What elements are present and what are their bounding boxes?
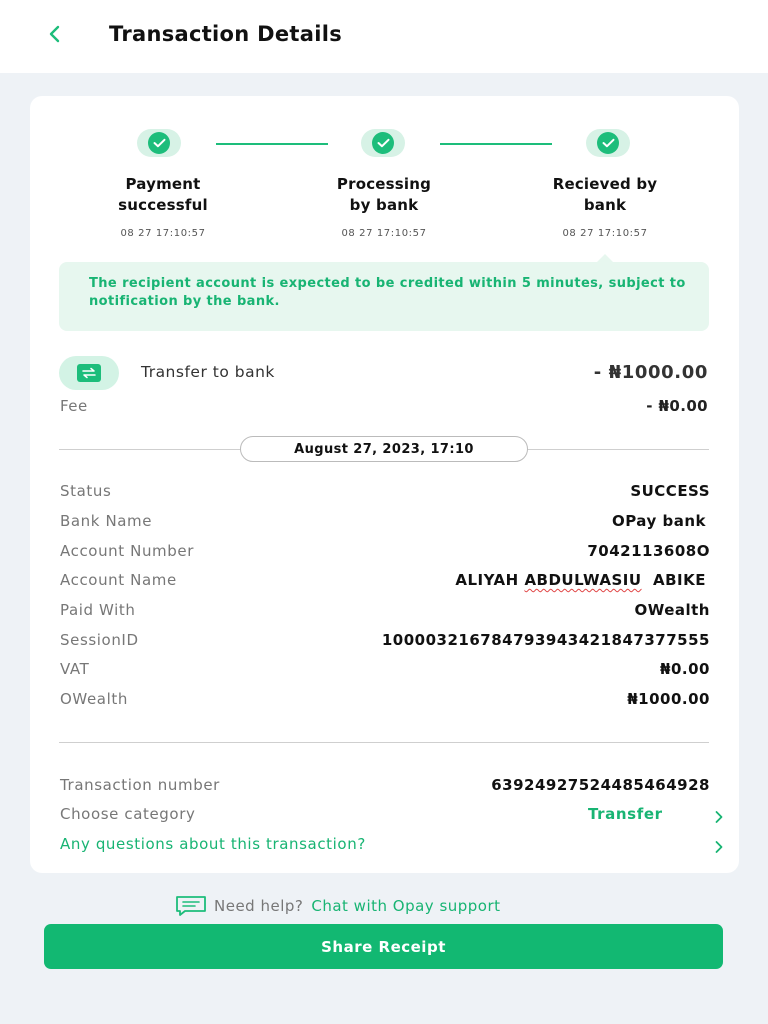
detail-value: ALIYAH ABDULWASIU ABIKE xyxy=(455,571,706,589)
category-value[interactable]: Transfer xyxy=(588,805,663,823)
detail-row-bank-name xyxy=(60,512,710,536)
transaction-number-value: 63924927524485464928 xyxy=(491,776,710,794)
detail-value: ₦1000.00 xyxy=(627,690,710,708)
questions-link[interactable]: Any questions about this transaction? xyxy=(60,835,366,853)
detail-label: SessionID xyxy=(60,631,139,649)
detail-row-account-name xyxy=(60,571,710,595)
detail-row-paid-with xyxy=(60,601,710,625)
help-text: Need help? xyxy=(214,897,304,915)
transfer-arrows-icon xyxy=(59,356,119,390)
transaction-number-row xyxy=(60,776,710,800)
step-connector xyxy=(440,143,552,145)
questions-row[interactable] xyxy=(60,835,710,859)
detail-row-status xyxy=(60,482,710,506)
step-processing-label: Processing by bank xyxy=(336,175,432,214)
notice-text: The recipient account is expected to be credited within 5 minutes, subject to notification by the bank. xyxy=(89,276,686,309)
check-icon xyxy=(377,138,390,148)
step-processing-time: 08 27 17:10:57 xyxy=(341,228,427,239)
category-label: Choose category xyxy=(60,805,196,823)
detail-value: OPay bank xyxy=(611,512,706,530)
detail-value: 7042113608O xyxy=(587,542,710,560)
detail-label: Status xyxy=(60,482,112,500)
divider xyxy=(59,742,709,743)
detail-label: VAT xyxy=(60,660,90,678)
chevron-left-icon xyxy=(47,24,63,48)
detail-row-account-number xyxy=(60,542,710,566)
share-receipt-button[interactable]: Share Receipt xyxy=(44,924,723,969)
chevron-right-icon[interactable] xyxy=(714,809,726,823)
detail-label: Account Name xyxy=(60,571,177,589)
transaction-type: Transfer to bank xyxy=(141,363,275,381)
page-title: Transaction Details xyxy=(109,22,343,46)
transaction-card xyxy=(30,96,739,873)
detail-label: Paid With xyxy=(60,601,136,619)
chevron-right-icon[interactable] xyxy=(714,839,726,853)
detail-label: Account Number xyxy=(60,542,194,560)
detail-row-owealth xyxy=(60,690,710,714)
transaction-number-label: Transaction number xyxy=(60,776,220,794)
check-icon xyxy=(153,138,166,148)
detail-row-session-id xyxy=(60,631,710,655)
step-payment-label: Payment successful xyxy=(118,175,208,214)
detail-row-vat xyxy=(60,660,710,684)
transaction-amount: - ₦1000.00 xyxy=(593,362,708,383)
detail-value: OWealth xyxy=(634,601,710,619)
step-processing-check xyxy=(361,129,405,157)
step-received-label: Recieved by bank xyxy=(552,175,658,214)
detail-label: OWealth xyxy=(60,690,128,708)
fee-label: Fee xyxy=(60,397,88,415)
credit-notice xyxy=(59,262,709,331)
detail-label: Bank Name xyxy=(60,512,153,530)
step-payment-check xyxy=(137,129,181,157)
step-payment-time: 08 27 17:10:57 xyxy=(120,228,206,239)
detail-value: ₦0.00 xyxy=(660,660,710,678)
category-row[interactable] xyxy=(60,805,710,829)
back-button[interactable] xyxy=(38,18,72,54)
top-bar xyxy=(0,0,768,73)
chat-bubble-icon xyxy=(175,895,207,917)
fee-value: - ₦0.00 xyxy=(646,397,708,415)
notice-pointer xyxy=(597,254,613,262)
chat-support-link[interactable]: Chat with Opay support xyxy=(311,897,501,915)
detail-value: 100003216784793943421847377555 xyxy=(381,631,710,649)
detail-value: SUCCESS xyxy=(630,482,710,500)
transaction-date: August 27, 2023, 17:10 xyxy=(240,436,528,462)
check-icon xyxy=(602,138,615,148)
step-received-check xyxy=(586,129,630,157)
step-received-time: 08 27 17:10:57 xyxy=(562,228,648,239)
help-line xyxy=(175,894,501,918)
step-connector xyxy=(216,143,328,145)
